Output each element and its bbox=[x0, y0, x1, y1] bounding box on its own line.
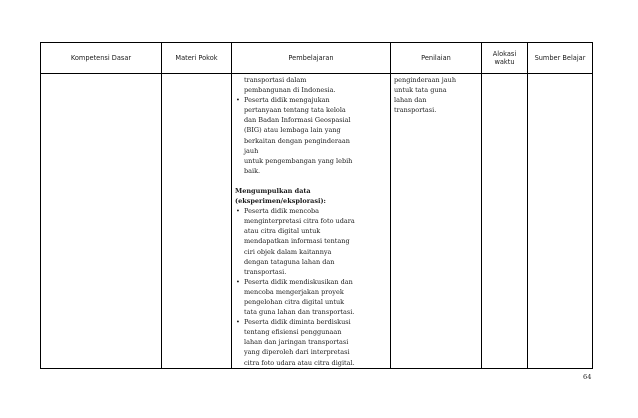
text-line: tentang efisiensi penggunaan bbox=[244, 328, 342, 337]
section-heading: (eksperimen/eksplorasi): bbox=[235, 197, 326, 206]
text-line: penginderaan jauh bbox=[394, 76, 457, 84]
cell-pembelajaran bbox=[232, 74, 391, 369]
text-line: menginterpretasi citra foto udara bbox=[244, 217, 355, 226]
list-item bbox=[235, 95, 387, 176]
lesson-plan-table bbox=[40, 42, 593, 369]
text-line: atau citra digital untuk bbox=[244, 227, 321, 236]
header-kompetensi-dasar: Kompetensi Dasar bbox=[41, 43, 162, 74]
text-line: transportasi. bbox=[244, 267, 287, 276]
bullet-icon: • bbox=[236, 277, 240, 286]
table-row bbox=[41, 74, 593, 369]
text-line: transportasi dalam bbox=[244, 76, 307, 84]
text-line: untuk tata guna bbox=[394, 86, 447, 95]
text-line: tata guna lahan dan transportasi. bbox=[244, 308, 355, 317]
bullet-icon: • bbox=[236, 318, 240, 327]
text-line: yang diperoleh dari interpretasi bbox=[244, 348, 350, 357]
text-line: ciri objek dalam kaitannya bbox=[244, 247, 332, 256]
pembelajaran-text bbox=[232, 74, 390, 368]
header-sumber-belajar: Sumber Belajar bbox=[528, 43, 593, 74]
text-line: mendapatkan informasi tentang bbox=[244, 237, 350, 246]
header-alokasi-waktu: Alokasi waktu bbox=[482, 43, 528, 74]
cell-alokasi-waktu bbox=[482, 74, 528, 369]
cell-kompetensi-dasar bbox=[41, 74, 162, 369]
text-line: berkaitan dengan penginderaan bbox=[244, 136, 350, 145]
text-line: baik. bbox=[244, 166, 261, 175]
bullet-icon: • bbox=[236, 96, 240, 105]
text-line: Peserta didik mendiskusikan dan bbox=[244, 277, 353, 286]
list-item bbox=[235, 277, 387, 317]
cell-penilaian bbox=[391, 74, 482, 369]
text-line: transportasi. bbox=[394, 106, 437, 115]
header-materi-pokok: Materi Pokok bbox=[162, 43, 232, 74]
text-line: dengan tataguna lahan dan bbox=[244, 257, 335, 266]
text-line: Peserta didik mengajukan bbox=[244, 96, 330, 105]
section-heading: Mengumpulkan data bbox=[235, 186, 311, 195]
text-line: jauh bbox=[244, 146, 259, 155]
text-line: pertanyaan tentang tata kelola bbox=[244, 106, 346, 115]
bullet-icon: • bbox=[236, 207, 240, 216]
text-line: (BIG) atau lembaga lain yang bbox=[244, 126, 341, 135]
text-line: citra foto udara atau citra digital. bbox=[244, 358, 355, 367]
text-line: pengelohan citra digital untuk bbox=[244, 297, 345, 306]
page-number: 64 bbox=[583, 373, 592, 381]
intro-paragraph bbox=[235, 75, 387, 95]
text-line: Peserta didik diminta berdiskusi bbox=[244, 318, 351, 327]
list-item bbox=[235, 317, 387, 367]
cell-sumber-belajar bbox=[528, 74, 593, 369]
text-line: pembangunan di Indonesia. bbox=[244, 86, 336, 95]
penilaian-text bbox=[391, 74, 481, 115]
text-line: lahan dan bbox=[394, 96, 427, 105]
list-item bbox=[235, 206, 387, 277]
text-line: lahan dan jaringan transportasi bbox=[244, 338, 349, 347]
text-line: untuk pengembangan yang lebih bbox=[244, 156, 353, 165]
text-line: dan Badan Informasi Geospasial bbox=[244, 116, 351, 125]
header-pembelajaran: Pembelajaran bbox=[232, 43, 391, 74]
text-line: Peserta didik mencoba bbox=[244, 207, 320, 216]
header-row bbox=[41, 43, 593, 74]
text-line: mencoba mengerjakan proyek bbox=[244, 287, 344, 296]
header-penilaian: Penilaian bbox=[391, 43, 482, 74]
cell-materi-pokok bbox=[162, 74, 232, 369]
